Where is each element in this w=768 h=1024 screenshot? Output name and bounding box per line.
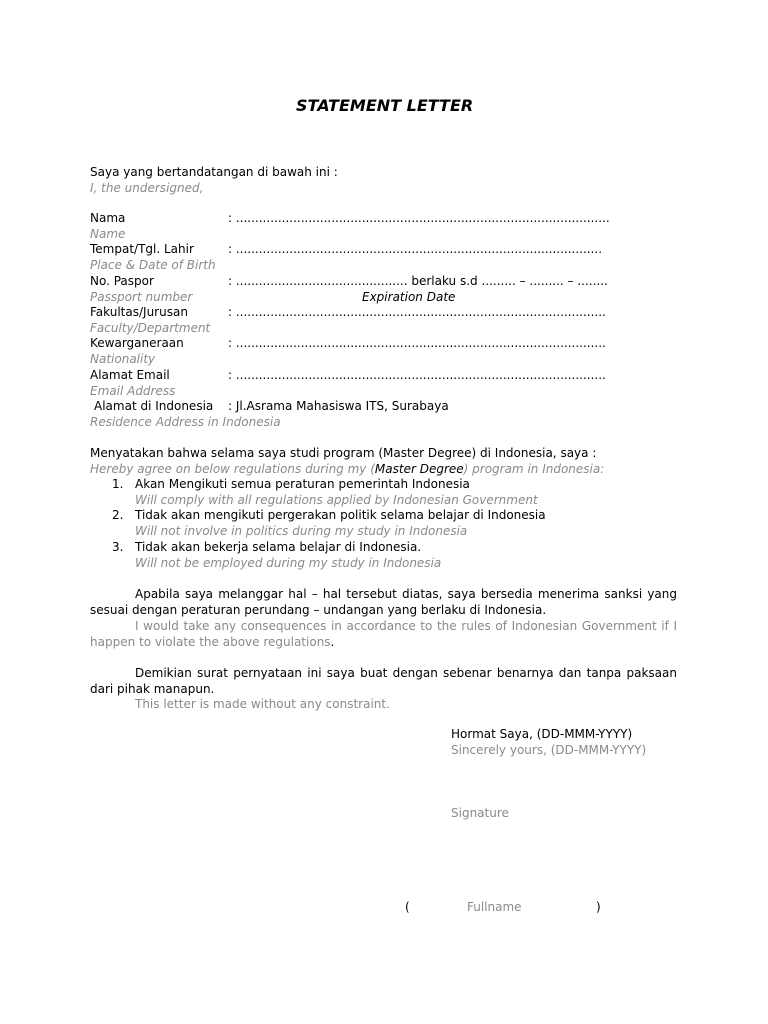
- consequence-paragraph: Apabila saya melanggar hal – hal tersebut diatas, saya bersedia menerima sanksi yang sesuai dengan peraturan perundang – undangan yang berlaku di Indonesia.: [90, 587, 677, 617]
- list-item-text-en: Will not be employed during my study in Indonesia: [135, 556, 442, 570]
- declaration-text-en: [90, 462, 604, 477]
- field-label-name: Nama: [90, 211, 126, 225]
- field-value-email: : .................................................................................................: [228, 368, 606, 382]
- fullname-placeholder: Fullname: [467, 900, 522, 914]
- declaration-program: Master Degree: [383, 446, 472, 460]
- intro-text: Saya yang bertandatangan di bawah ini :: [90, 165, 338, 179]
- field-label-nationality-en: Nationality: [90, 352, 156, 366]
- field-label-email-en: Email Address: [90, 384, 176, 398]
- declaration-en-post: ) program in Indonesia:: [463, 462, 605, 476]
- field-value-passport: : ............................................. berlaku s.d ......... – ......... – ........: [228, 274, 608, 288]
- list-item-number: 1.: [112, 477, 124, 491]
- intro-text-en: I, the undersigned,: [90, 181, 204, 195]
- field-label-passport: No. Paspor: [90, 274, 154, 288]
- consequence-en-period: .: [330, 635, 335, 649]
- field-label-passport-en: Passport number: [90, 290, 193, 304]
- closing-salutation-en: Sincerely yours, (DD-MMM-YYYY): [451, 743, 647, 757]
- field-label-birth-en: Place & Date of Birth: [90, 258, 216, 272]
- list-item-text: Tidak akan bekerja selama belajar di Indonesia.: [135, 540, 422, 554]
- list-item-text-en: Will comply with all regulations applied by Indonesian Government: [135, 493, 538, 507]
- consequence-en-text: I would take any consequences in accordance to the rules of Indonesian Government if I happen to violate the above regulations: [90, 619, 677, 649]
- field-label-address: Alamat di Indonesia: [94, 399, 214, 413]
- signature-placeholder: Signature: [451, 806, 509, 820]
- list-item-text: Akan Mengikuti semua peraturan pemerintah Indonesia: [135, 477, 470, 491]
- list-item-number: 3.: [112, 540, 124, 554]
- field-value-name: : ..................................................................................................: [228, 211, 610, 225]
- field-value-faculty: : .................................................................................................: [228, 305, 606, 319]
- letter-title: STATEMENT LETTER: [296, 96, 474, 115]
- closing-paragraph: Demikian surat pernyataan ini saya buat dengan sebenar benarnya dan tanpa paksaan dari pihak manapun.: [90, 666, 677, 696]
- list-item-text: Tidak akan mengikuti pergerakan politik selama belajar di Indonesia: [135, 508, 546, 522]
- declaration-en-program: Master Degree: [374, 462, 464, 476]
- field-label-address-en: Residence Address in Indonesia: [90, 415, 281, 429]
- declaration-en-pre: Hereby agree on below regulations during my (: [90, 462, 375, 476]
- field-label-name-en: Name: [90, 227, 126, 241]
- consequence-paragraph-en: [90, 618, 677, 650]
- closing-salutation: Hormat Saya, (DD-MMM-YYYY): [451, 727, 633, 741]
- field-value-address: : Jl.Asrama Mahasiswa ITS, Surabaya: [228, 399, 449, 413]
- field-label-email: Alamat Email: [90, 368, 170, 382]
- expiration-date-label: Expiration Date: [362, 290, 456, 304]
- field-label-birth: Tempat/Tgl. Lahir: [90, 242, 194, 256]
- fullname-close-paren: ): [596, 900, 601, 914]
- list-item-text-en: Will not involve in politics during my study in Indonesia: [135, 524, 468, 538]
- list-item-number: 2.: [112, 508, 124, 522]
- fullname-open-paren: (: [405, 900, 410, 914]
- declaration-pre: Menyatakan bahwa selama saya studi program (: [90, 446, 384, 460]
- field-label-nationality: Kewarganeraan: [90, 336, 184, 350]
- field-label-faculty-en: Faculty/Department: [90, 321, 211, 335]
- closing-paragraph-en: This letter is made without any constraint.: [135, 697, 390, 711]
- declaration-post: ) di Indonesia, saya :: [471, 446, 597, 460]
- declaration-text: [90, 446, 596, 461]
- field-label-faculty: Fakultas/Jurusan: [90, 305, 188, 319]
- field-value-birth: : ................................................................................................: [228, 242, 603, 256]
- field-value-nationality: : .................................................................................................: [228, 336, 606, 350]
